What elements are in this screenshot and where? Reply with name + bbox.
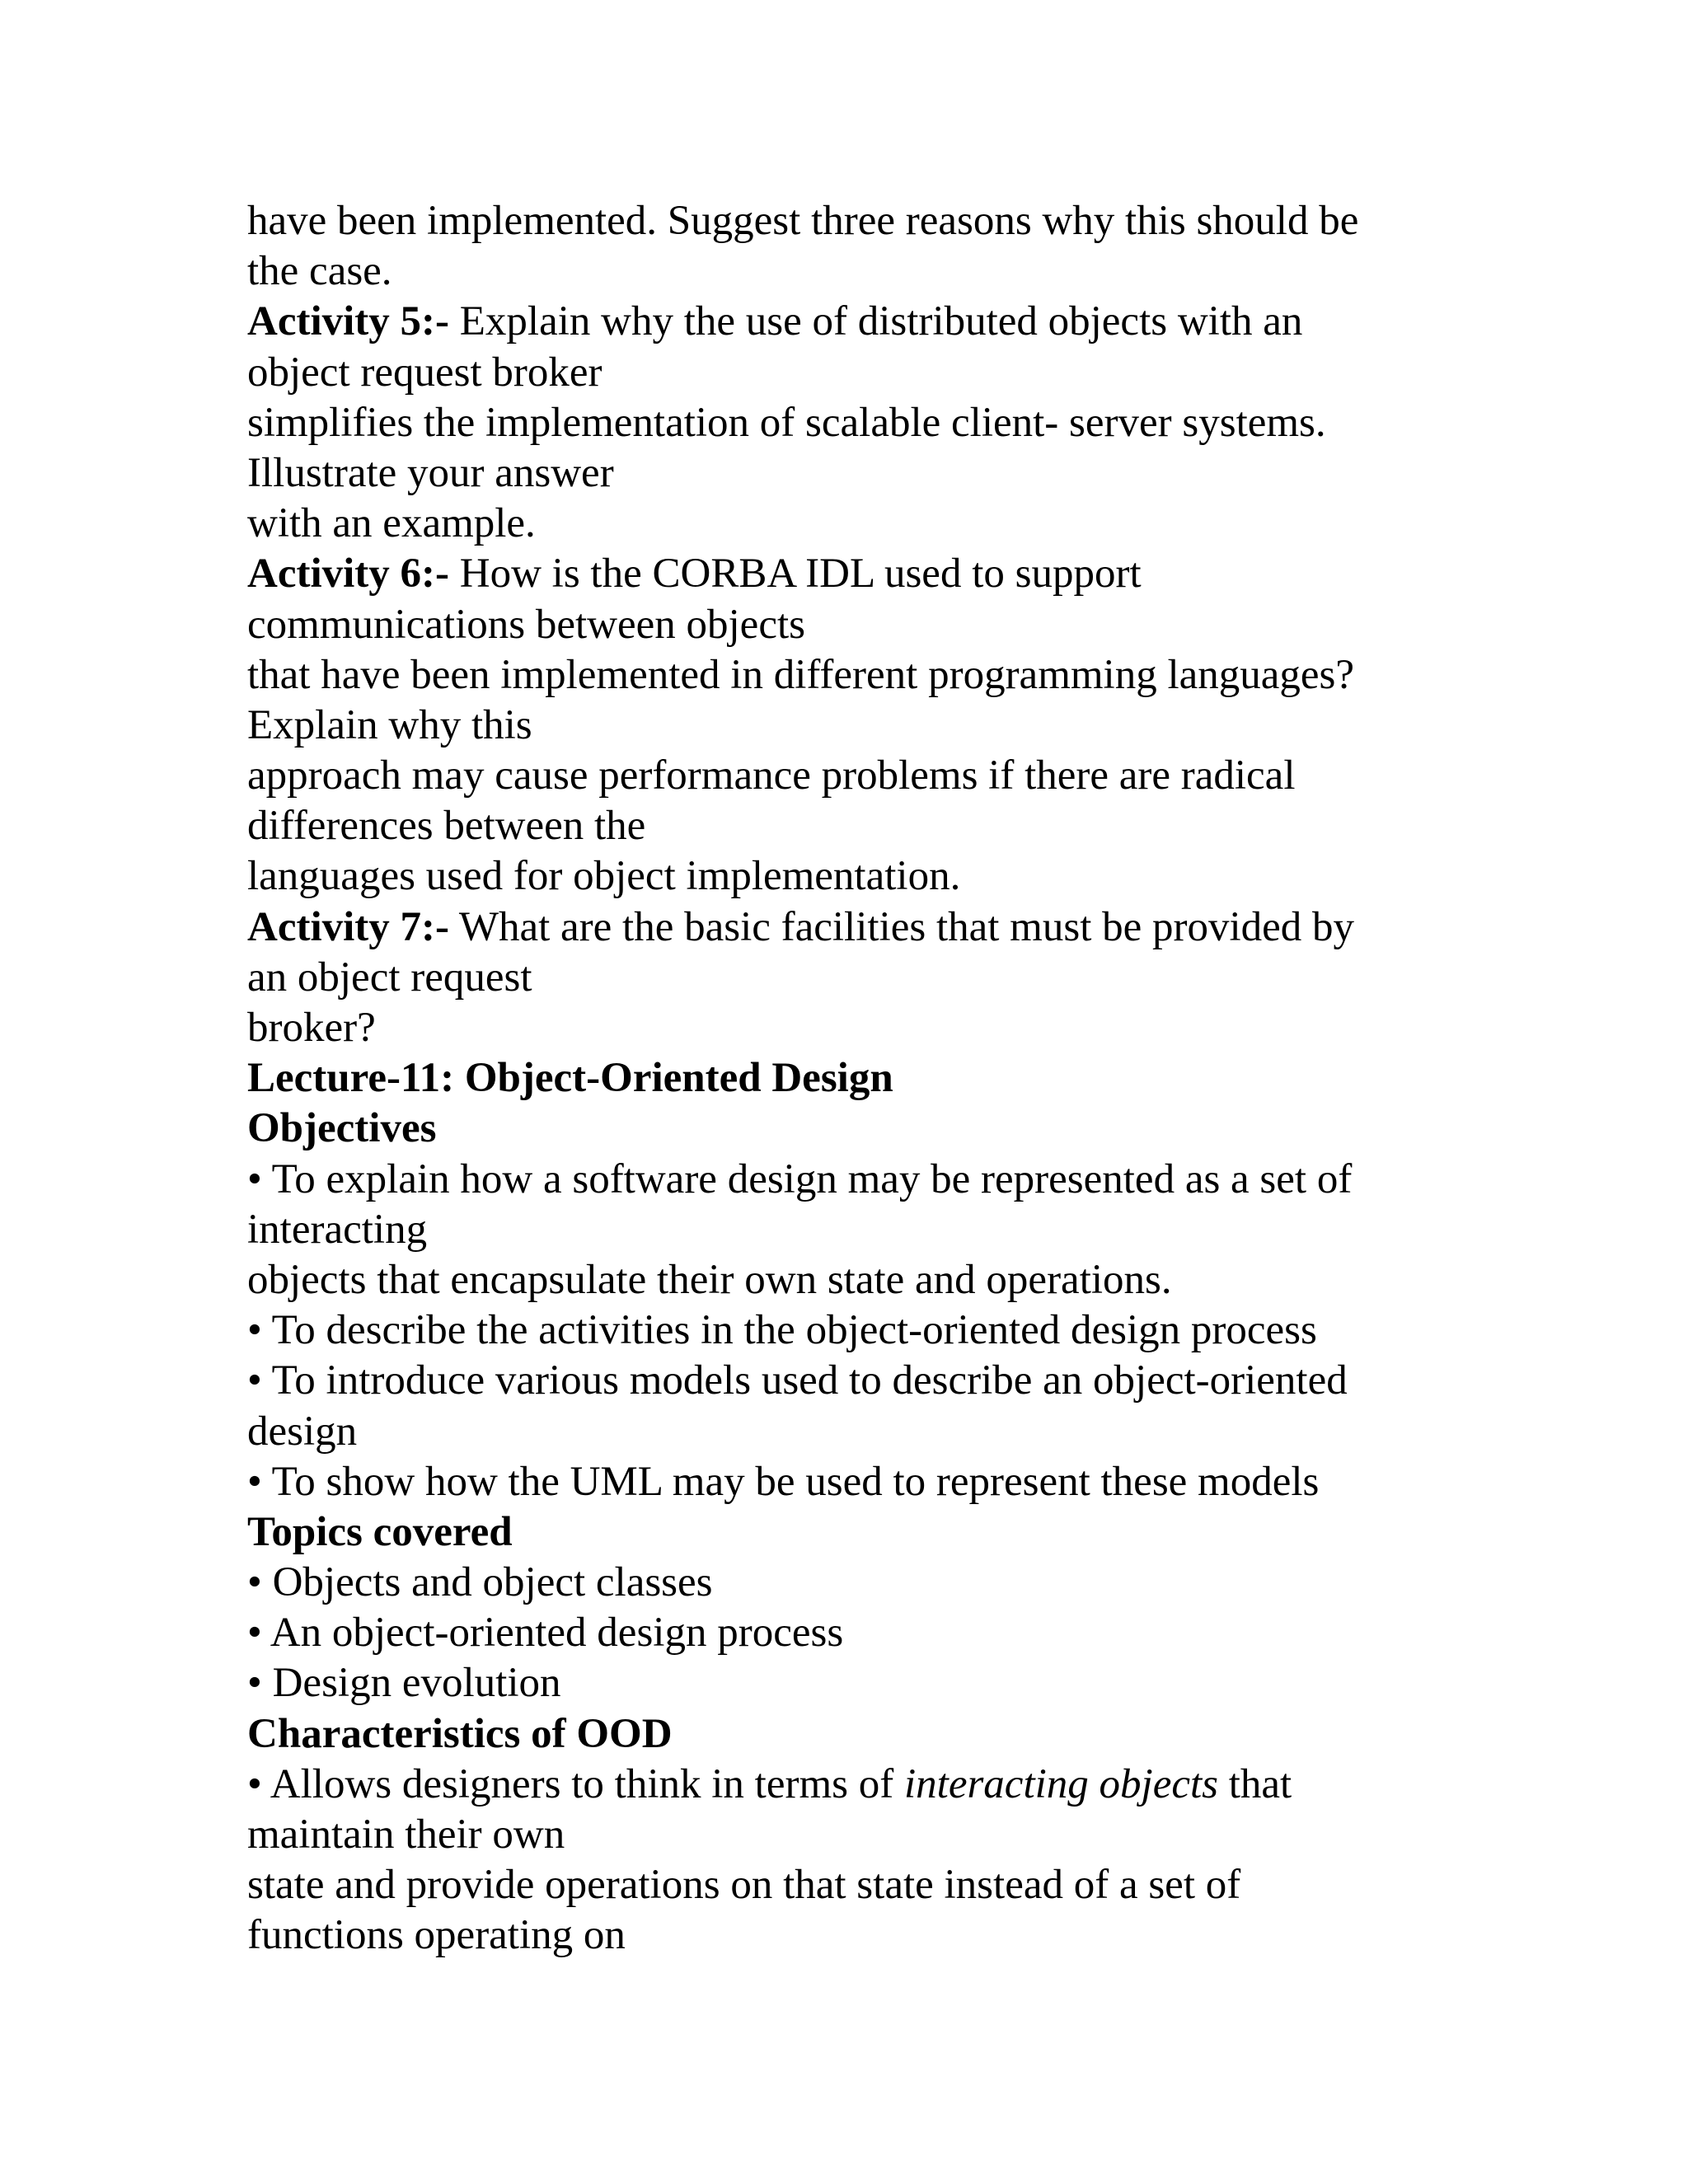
bullet-line: • To describe the activities in the object-oriented design process xyxy=(247,1307,1317,1354)
document-body xyxy=(247,196,1467,1961)
text-line: interacting xyxy=(247,1206,428,1253)
text-line: design xyxy=(247,1408,358,1455)
text-line: broker? xyxy=(247,1005,376,1051)
text-line: languages used for object implementation. xyxy=(247,853,961,900)
activity-7-label: Activity 7:- xyxy=(247,903,449,950)
italic-term: interacting objects xyxy=(903,1760,1218,1807)
text-line: approach may cause performance problems if there are radical xyxy=(247,752,1296,799)
objectives-heading: Objectives xyxy=(247,1105,437,1152)
characteristics-heading: Characteristics of OOD xyxy=(247,1710,673,1757)
text-line: communications between objects xyxy=(247,601,805,648)
text-line: have been implemented. Suggest three reasons why this should be xyxy=(247,198,1359,244)
bullet-line: • To introduce various models used to describe an object-oriented xyxy=(247,1357,1348,1404)
text-line: functions operating on xyxy=(247,1912,626,1959)
text-line: that have been implemented in different programming languages? xyxy=(247,651,1355,698)
text-run: How is the CORBA IDL used to support xyxy=(449,551,1142,598)
text-line: object request broker xyxy=(247,349,603,396)
text-run: Explain why the use of distributed objects with an xyxy=(449,298,1303,345)
text-line: with an example. xyxy=(247,500,536,547)
activity-7-question xyxy=(247,902,1467,953)
text-line: differences between the xyxy=(247,803,646,850)
bullet-line xyxy=(247,1760,1467,1810)
text-line: maintain their own xyxy=(247,1811,565,1858)
bullet-line: • An object-oriented design process xyxy=(247,1610,844,1657)
bullet-line: • Design evolution xyxy=(247,1660,561,1707)
text-run: • Allows designers to think in terms of xyxy=(247,1760,904,1807)
activity-6-label: Activity 6:- xyxy=(247,551,449,598)
text-line: state and provide operations on that state instead of a set of xyxy=(247,1862,1241,1909)
text-run: What are the basic facilities that must be provided by xyxy=(449,903,1355,950)
activity-6-question xyxy=(247,549,1467,599)
activity-5-label: Activity 5:- xyxy=(247,298,449,345)
text-line: Illustrate your answer xyxy=(247,449,614,496)
bullet-line: • Objects and object classes xyxy=(247,1559,713,1606)
text-run: that xyxy=(1218,1760,1292,1807)
text-line: the case. xyxy=(247,248,392,295)
text-line: an object request xyxy=(247,954,532,1001)
activity-5-question xyxy=(247,297,1467,347)
bullet-line: • To explain how a software design may be represented as a set of xyxy=(247,1155,1353,1202)
topics-heading: Topics covered xyxy=(247,1508,513,1555)
lecture-heading: Lecture-11: Object-Oriented Design xyxy=(247,1055,893,1102)
text-line: simplifies the implementation of scalable client- server systems. xyxy=(247,399,1326,446)
bullet-line: • To show how the UML may be used to represent these models xyxy=(247,1458,1320,1505)
text-line: Explain why this xyxy=(247,701,532,748)
text-line: objects that encapsulate their own state and operations. xyxy=(247,1256,1172,1303)
